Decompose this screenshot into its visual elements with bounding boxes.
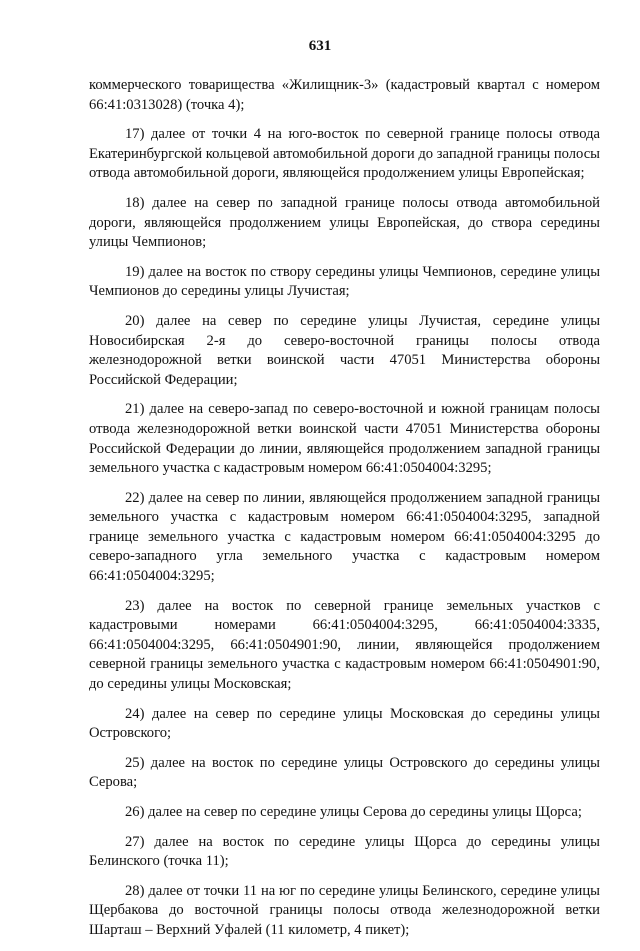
paragraph-item-21: 21) далее на северо-запад по северо-восточной и южной границам полосы отвода железнодорожной ветки воинской части 47051 Министерства обороны Российской Федерации до линии, являющейся продолжением западной границы земельного участка с кадастровым номером 66:41:0504004:3295; bbox=[89, 401, 600, 477]
paragraph-item-18: 18) далее на север по западной границе полосы отвода автомобильной дороги, являющейся продолжением улицы Европейская, до створа середины улицы Чемпионов; bbox=[89, 194, 600, 251]
paragraph-item-17: 17) далее от точки 4 на юго-восток по северной границе полосы отвода Екатеринбургской кольцевой автомобильной дороги до западной границы полосы отвода автомобильной дороги, являющейся продолжением улицы Европейская; bbox=[89, 126, 600, 182]
paragraph-item-27: 27) далее на восток по середине улицы Щорса до середины улицы Белинского (точка 11); bbox=[89, 833, 600, 870]
paragraph-item-25: 25) далее на восток по середине улицы Островского до середины улицы Серова; bbox=[89, 754, 600, 791]
page-number: 631 bbox=[308, 38, 332, 54]
paragraph-continuation: коммерческого товарищества «Жилищник-3» (кадастровый квартал с номером 66:41:0313028) (точка 4); bbox=[89, 77, 600, 113]
paragraph-item-20: 20) далее на север по середине улицы Лучистая, середине улицы Новосибирская 2-я до северо-восточной границы полосы отвода железнодорожной ветки воинской части 47051 Министерства обороны Российской Федерации; bbox=[89, 312, 600, 388]
paragraph-item-23: 23) далее на восток по северной границе земельных участков с кадастровыми номерами 66:41:0504004:3295, 66:41:0504004:3335, 66:41:0504004:3295, 66:41:0504901:90, линии, являющейся продолжением северной границы земельного участка с кадастровым номером 66:41:0504901:90, до середины улицы Московская; bbox=[89, 597, 600, 693]
paragraph-item-28: 28) далее от точки 11 на юг по середине улицы Белинского, середине улицы Щербакова до восточной границы полосы отвода железнодорожной ветки Шарташ – Верхний Уфалей (11 километр, 4 пикет); bbox=[89, 882, 600, 938]
paragraph-item-22: 22) далее на север по линии, являющейся продолжением западной границы земельного участка с кадастровым номером 66:41:0504004:3295, западной границе земельного участка с кадастровым номером 66:41:0504004:3295 до северо-западного угла земельного участка с кадастровым номером 66:41:0504004:3295; bbox=[89, 489, 600, 585]
paragraph-item-19: 19) далее на восток по створу середины улицы Чемпионов, середине улицы Чемпионов до середины улицы Лучистая; bbox=[89, 263, 600, 300]
paragraph-item-26: 26) далее на север по середине улицы Серова до середины улицы Щорса; bbox=[125, 804, 582, 820]
paragraph-item-24: 24) далее на север по середине улицы Московская до середины улицы Островского; bbox=[89, 705, 600, 742]
document-body bbox=[89, 76, 600, 951]
